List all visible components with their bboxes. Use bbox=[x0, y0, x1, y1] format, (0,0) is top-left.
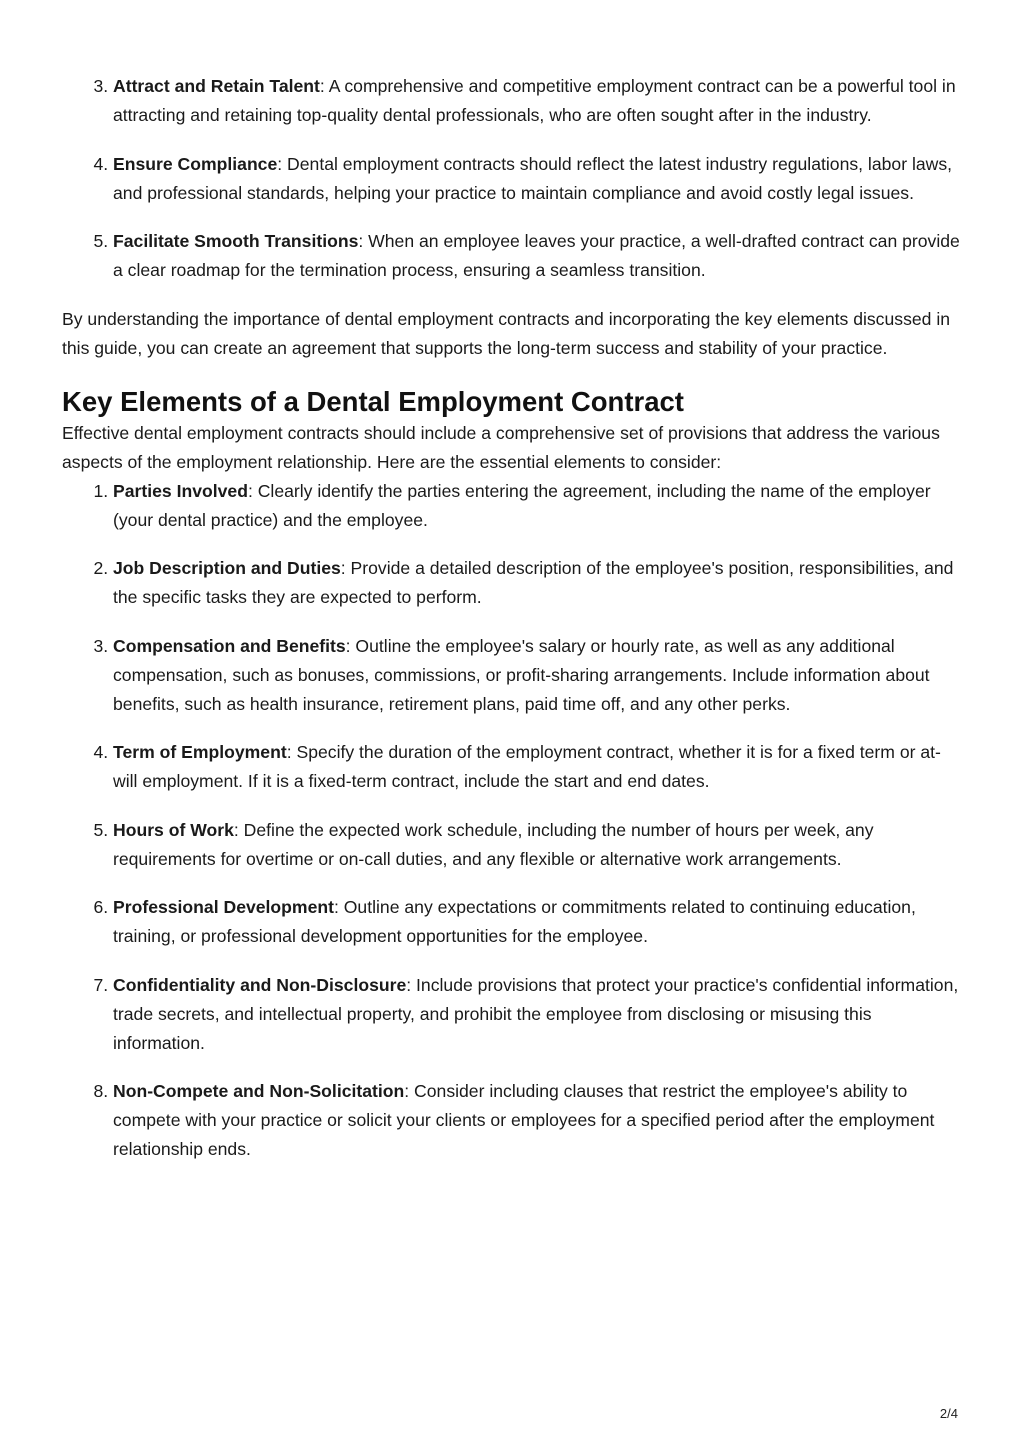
list-item-text: : Outline any expectations or commitments related to continuing education, training, or professional development opportunities for the employee. bbox=[113, 897, 916, 946]
list-item-term: Job Description and Duties bbox=[113, 558, 341, 578]
list-item bbox=[113, 72, 962, 130]
section-heading: Key Elements of a Dental Employment Contract bbox=[62, 385, 684, 417]
list-item-text: : Dental employment contracts should reflect the latest industry regulations, labor laws, and professional standards, helping your practice to maintain compliance and avoid costly legal issues. bbox=[113, 153, 953, 203]
document-page bbox=[62, 72, 962, 1184]
list-item bbox=[113, 893, 962, 951]
list-item-text: : Specify the duration of the employment contract, whether it is for a fixed term or at-will employment. If it is a fixed-term contract, include the start and end dates. bbox=[113, 742, 941, 791]
page-number: 2/4 bbox=[939, 1406, 958, 1421]
list-item-term: Non-Compete and Non-Solicitation bbox=[113, 1081, 405, 1101]
list-item-text: : Define the expected work schedule, including the number of hours per week, any requirements for overtime or on-call duties, and any flexible or alternative work arrangements. bbox=[113, 819, 874, 869]
list-item-text: : Provide a detailed description of the employee's position, responsibilities, and the specific tasks they are expected to perform. bbox=[113, 558, 954, 607]
key-elements-list bbox=[62, 477, 962, 1165]
list-item bbox=[113, 1077, 962, 1164]
list-item-term: Ensure Compliance bbox=[113, 153, 278, 174]
benefits-list-continued bbox=[62, 72, 962, 285]
list-item-text: : Consider including clauses that restrict the employee's ability to compete with your practice or solicit your clients or employees for a specified period after the employment relationship ends. bbox=[113, 1081, 935, 1159]
list-item-text: : A comprehensive and competitive employment contract can be a powerful tool in attracting and retaining top-quality dental professionals, who are often sought after in the industry. bbox=[113, 76, 956, 125]
list-item-term: Compensation and Benefits bbox=[113, 635, 346, 656]
list-item bbox=[113, 554, 962, 612]
list-item bbox=[113, 971, 962, 1058]
list-item-text: : Include provisions that protect your practice's confidential information, trade secrets, and intellectual property, and prohibit the employee from disclosing or misusing this information. bbox=[113, 974, 959, 1053]
list-item bbox=[113, 632, 962, 719]
list-item bbox=[113, 738, 962, 796]
list-item bbox=[113, 150, 962, 208]
list-item-text: : Outline the employee's salary or hourly rate, as well as any additional compensation, such as bonuses, commissions, or profit-sharing arrangements. Include information about benefits, such as health insurance, retirement plans, paid time off, and any other perks. bbox=[113, 635, 930, 714]
summary-paragraph: By understanding the importance of dental employment contracts and incorporating the key elements discussed in this guide, you can create an agreement that supports the long-term success and stability of your practice. bbox=[62, 308, 951, 358]
list-item-text: : When an employee leaves your practice, a well-drafted contract can provide a clear roadmap for the termination process, ensuring a seamless transition. bbox=[113, 231, 960, 280]
list-item-term: Confidentiality and Non-Disclosure bbox=[113, 974, 407, 995]
list-item bbox=[113, 477, 962, 535]
list-item-term: Parties Involved bbox=[113, 480, 248, 501]
list-item bbox=[113, 816, 962, 874]
list-item-term: Attract and Retain Talent bbox=[113, 76, 320, 96]
list-item-term: Term of Employment bbox=[113, 742, 287, 762]
list-item bbox=[113, 227, 962, 285]
list-item-term: Hours of Work bbox=[113, 819, 234, 840]
list-item-term: Facilitate Smooth Transitions bbox=[113, 231, 359, 251]
section-intro: Effective dental employment contracts should include a comprehensive set of provisions that address the various aspects of the employment relationship. Here are the essential elements to consider: bbox=[62, 422, 940, 472]
list-item-text: : Clearly identify the parties entering the agreement, including the name of the employer (your dental practice) and the employee. bbox=[113, 480, 931, 530]
list-item-term: Professional Development bbox=[113, 897, 334, 917]
